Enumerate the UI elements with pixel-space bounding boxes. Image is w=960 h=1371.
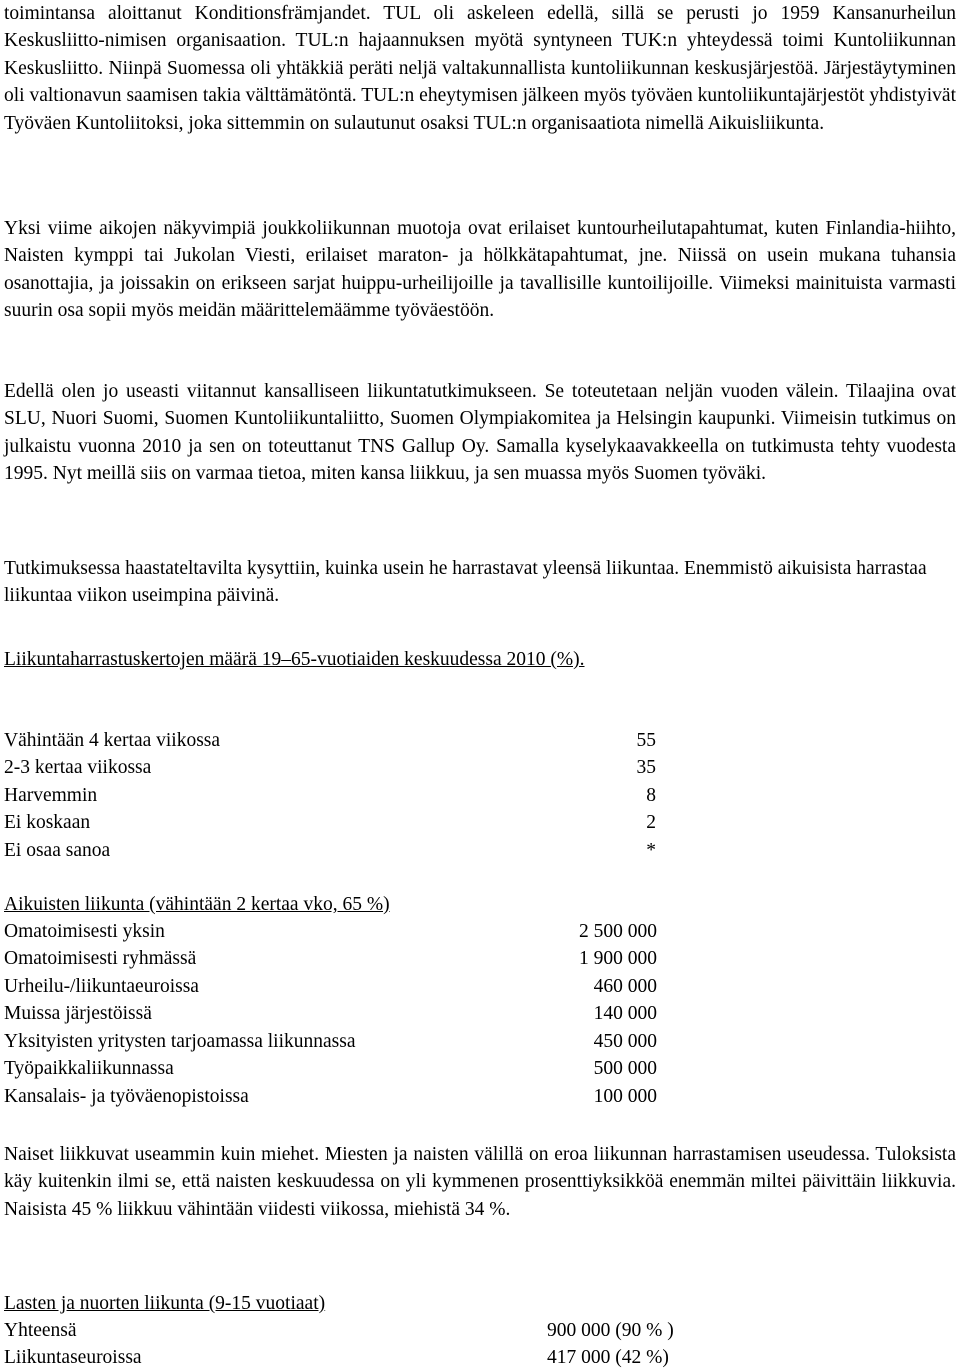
- row-label: Yksityisten yritysten tarjoamassa liikunnassa: [4, 1031, 356, 1052]
- row-value: 35: [636, 757, 656, 778]
- row-value: 140 000: [593, 1003, 657, 1024]
- table-row: [4, 1028, 657, 1055]
- row-label: 2-3 kertaa viikossa: [4, 757, 152, 778]
- paragraph-survey-question: Tutkimuksessa haastateltavilta kysyttiin, kuinka usein he harrastavat yleensä liikuntaa. Enemmistö aikuisista harrastaa liikuntaa viikon useimpina päivinä.: [4, 558, 927, 607]
- row-label: Harvemmin: [4, 785, 98, 806]
- row-label: Muissa järjestöissä: [4, 1003, 152, 1024]
- row-value: 2 500 000: [579, 921, 657, 942]
- youth-table-heading: Lasten ja nuorten liikunta (9-15 vuotiaat): [4, 1293, 326, 1314]
- row-label: Urheilu-/liikuntaeuroissa: [4, 976, 199, 997]
- table-row: [4, 754, 656, 781]
- row-value: 900 000 (90 % ): [547, 1320, 674, 1341]
- table-row: [4, 727, 656, 754]
- adults-table-heading: Aikuisten liikunta (vähintään 2 kertaa vko, 65 %): [4, 894, 390, 915]
- row-value: 100 000: [593, 1086, 657, 1107]
- row-value: 460 000: [593, 976, 657, 997]
- table-row: [4, 782, 656, 809]
- row-label: Liikuntaseuroissa: [4, 1347, 142, 1368]
- paragraph-tul-history: toimintansa aloittanut Konditionsfrämjandet. TUL oli askeleen edellä, sillä se perusti jo 1959 Kansanurheilun Keskusliitto-nimisen organisaation. TUL:n hajaannuksen myötä syntyneen TUK:n yhteydessä toimi Kuntoliikunnan Keskusliitto. Niinpä Suomessa oli yhtäkkiä peräti neljä valtakunnallista kuntoliikunnan keskusjärjestöä. Järjestäytyminen oli valtionavun saamisen takia välttämätöntä. TUL:n eheytymisen jälkeen myös työväen kuntoliikuntajärjestöt yhdistyivät Työväen Kuntoliitoksi, joka sittemmin on sulautunut osaksi TUL:n organisaatiota nimellä Aikuisliikunta.: [4, 3, 956, 134]
- row-label: Ei osaa sanoa: [4, 840, 111, 861]
- row-label: Omatoimisesti yksin: [4, 921, 165, 942]
- paragraph-gender-differences: Naiset liikkuvat useammin kuin miehet. Miesten ja naisten välillä on eroa liikunnan harrastamisen useudessa. Tuloksista käy kuitenkin ilmi se, että naisten keskuudessa on yli kymmenen prosenttiyksikköä enemmän miltei päivittäin liikkuvia. Naisista 45 % liikkuu vähintään viidesti viikossa, miehistä 34 %.: [4, 1144, 956, 1220]
- table-row: [4, 809, 656, 836]
- table-row: [4, 837, 656, 864]
- table-row: [4, 1083, 657, 1110]
- row-label: Omatoimisesti ryhmässä: [4, 948, 197, 969]
- row-value: 2: [646, 812, 656, 833]
- table-row: [4, 1317, 702, 1344]
- row-value: 500 000: [593, 1058, 657, 1079]
- table-row: [4, 1000, 657, 1027]
- row-label: Ei koskaan: [4, 812, 91, 833]
- row-value: 8: [646, 785, 656, 806]
- row-value: 417 000 (42 %): [547, 1347, 669, 1368]
- row-value: 1 900 000: [579, 948, 657, 969]
- table-row: [4, 918, 657, 945]
- paragraph-national-study: Edellä olen jo useasti viitannut kansalliseen liikuntatutkimukseen. Se toteutetaan neljän vuoden välein. Tilaajina ovat SLU, Nuori Suomi, Suomen Kuntoliikuntaliitto, Suomen Olympiakomitea ja Helsingin kaupunki. Viimeisin tutkimus on julkaistu vuonna 2010 ja sen on toteuttanut TNS Gallup Oy. Samalla kyselykaavakkeella on tutkimusta tehty vuodesta 1995. Nyt meillä siis on varmaa tietoa, miten kansa liikkuu, ja sen muassa myös Suomen työväki.: [4, 381, 956, 485]
- row-value: 55: [636, 730, 656, 751]
- table-row: [4, 1344, 702, 1371]
- table-row: [4, 1055, 657, 1082]
- row-label: Yhteensä: [4, 1320, 77, 1341]
- row-value: *: [646, 840, 656, 861]
- row-label: Vähintään 4 kertaa viikossa: [4, 730, 221, 751]
- paragraph-mass-events: Yksi viime aikojen näkyvimpiä joukkoliikunnan muotoja ovat erilaiset kuntourheilutapahtumat, kuten Finlandia-hiihto, Naisten kymppi tai Jukolan Viesti, erilaiset maraton- ja hölkkätapahtumat, jne. Niissä on usein mukana tuhansia osanottajia, ja joissakin on erikseen sarjat huippu-urheilijoille ja tavallisille kuntoilijoille. Viimeksi mainituista varmasti suurin osa sopii myös meidän määrittelemäämme työväestöön.: [4, 218, 956, 322]
- row-label: Kansalais- ja työväenopistoissa: [4, 1086, 249, 1107]
- table-row: [4, 973, 657, 1000]
- table-row: [4, 945, 657, 972]
- frequency-table-heading: Liikuntaharrastuskertojen määrä 19–65-vuotiaiden keskuudessa 2010 (%).: [4, 649, 585, 670]
- row-label: Työpaikkaliikunnassa: [4, 1058, 174, 1079]
- row-value: 450 000: [593, 1031, 657, 1052]
